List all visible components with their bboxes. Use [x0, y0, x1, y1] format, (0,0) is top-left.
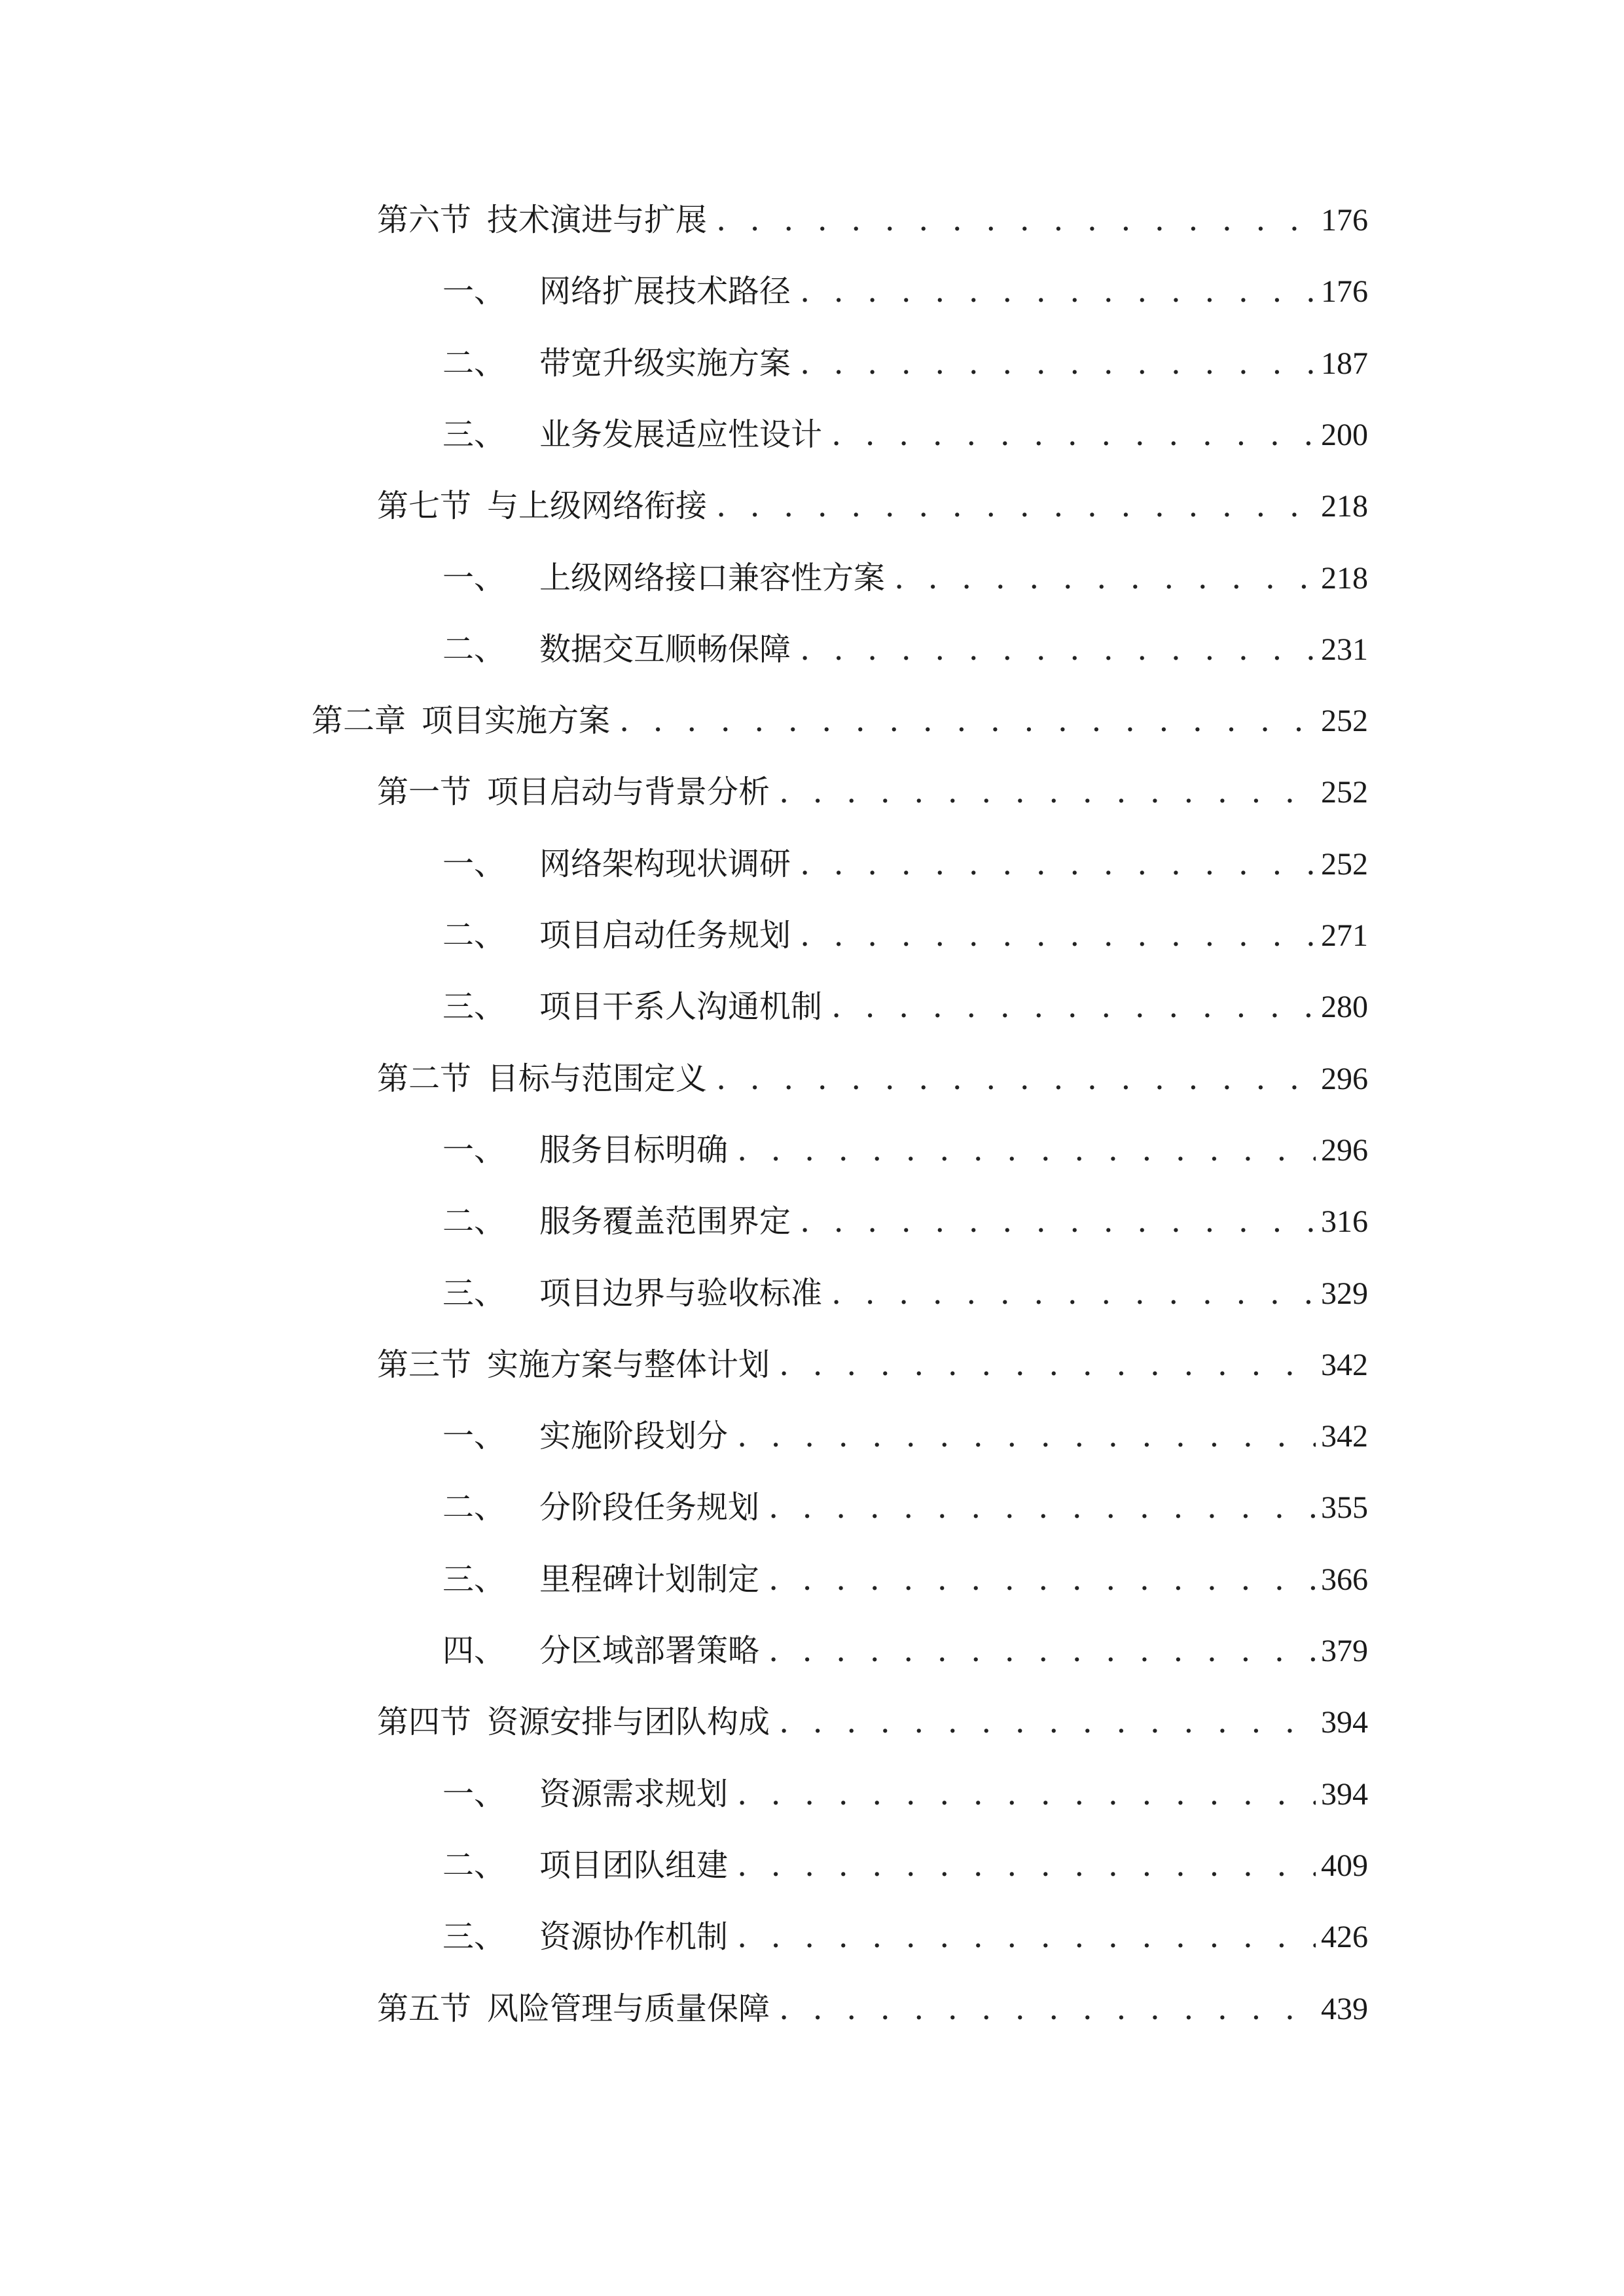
- toc-entry-number: 第一节: [377, 774, 472, 811]
- dot-leader: [822, 1267, 1316, 1319]
- toc-entry-page-number: 355: [1321, 1490, 1368, 1526]
- dot-leader: [770, 1696, 1316, 1748]
- toc-entry-number: 一、: [442, 1418, 506, 1455]
- toc-entry-number: 四、: [442, 1632, 506, 1669]
- toc-entry-page-number: 218: [1321, 489, 1368, 524]
- toc-entry-title: 网络扩展技术路径: [539, 273, 791, 310]
- toc-entry[interactable]: [442, 1481, 1368, 1534]
- dot-leader: [707, 480, 1316, 532]
- toc-entry-page-number: 342: [1321, 1347, 1368, 1382]
- toc-entry[interactable]: [442, 337, 1368, 389]
- toc-entry-page-number: 316: [1321, 1204, 1368, 1240]
- toc-entry-title: 上级网络接口兼容性方案: [539, 559, 886, 596]
- toc-entry[interactable]: [442, 838, 1368, 890]
- dot-leader: [707, 1052, 1316, 1105]
- dot-leader: [822, 980, 1316, 1033]
- toc-entry[interactable]: [442, 1910, 1368, 1963]
- toc-entry-title: 项目团队组建: [539, 1846, 729, 1884]
- toc-entry[interactable]: [377, 1052, 1368, 1105]
- dot-leader: [885, 552, 1316, 604]
- toc-entry-title: 项目边界与验收标准: [539, 1274, 823, 1312]
- toc-entry-page-number: 252: [1321, 846, 1368, 882]
- toc-entry-number: 三、: [442, 416, 506, 453]
- dot-leader: [759, 1553, 1316, 1605]
- dot-leader: [728, 1839, 1316, 1892]
- dot-leader: [791, 909, 1316, 961]
- toc-entry-number: 第三节: [377, 1346, 472, 1383]
- toc-entry-page-number: 280: [1321, 990, 1368, 1025]
- toc-entry[interactable]: [442, 1195, 1368, 1247]
- toc-entry[interactable]: [442, 623, 1368, 675]
- toc-entry-page-number: 187: [1321, 346, 1368, 381]
- toc-entry-number: 三、: [442, 1560, 506, 1598]
- toc-entry[interactable]: [442, 1267, 1368, 1319]
- toc-entry[interactable]: [377, 1982, 1368, 2035]
- toc-entry-title: 项目干系人沟通机制: [539, 988, 823, 1026]
- dot-leader: [610, 694, 1316, 747]
- toc-entry-page-number: 439: [1321, 1991, 1368, 2026]
- toc-entry[interactable]: [442, 265, 1368, 317]
- toc-entry-title: 数据交互顺畅保障: [539, 630, 791, 668]
- toc-entry-title: 与上级网络衔接: [487, 488, 708, 525]
- toc-entry-page-number: 379: [1321, 1634, 1368, 1668]
- toc-entry-number: 一、: [442, 845, 506, 882]
- toc-entry-number: 二、: [442, 917, 506, 954]
- toc-entry[interactable]: [312, 694, 1368, 747]
- toc-entry-page-number: 271: [1321, 918, 1368, 953]
- toc-entry-number: 三、: [442, 1918, 506, 1956]
- toc-entry-number: 一、: [442, 1775, 506, 1812]
- dot-leader: [728, 1410, 1316, 1462]
- toc-entry-number: 第四节: [377, 1704, 472, 1741]
- toc-entry[interactable]: [442, 1839, 1368, 1892]
- toc-entry-number: 二、: [442, 1203, 506, 1240]
- toc-entry-page-number: 218: [1321, 560, 1368, 596]
- dot-leader: [770, 1338, 1316, 1391]
- toc-entry-page-number: 394: [1321, 1776, 1368, 1812]
- toc-entry[interactable]: [442, 1124, 1368, 1176]
- toc-entry-page-number: 252: [1321, 775, 1368, 810]
- toc-entry[interactable]: [377, 194, 1368, 246]
- toc-entry-page-number: 176: [1321, 274, 1368, 310]
- toc-entry[interactable]: [442, 552, 1368, 604]
- toc-entry-page-number: 329: [1321, 1276, 1368, 1311]
- toc-entry-page-number: 409: [1321, 1848, 1368, 1883]
- dot-leader: [822, 408, 1316, 461]
- toc-entry-number: 二、: [442, 630, 506, 668]
- toc-entry-title: 服务覆盖范围界定: [539, 1203, 791, 1240]
- toc-entry-title: 风险管理与质量保障: [487, 1990, 770, 2027]
- toc-entry-number: 第二章: [312, 702, 406, 740]
- toc-entry-title: 项目启动与背景分析: [487, 774, 770, 811]
- toc-entry-title: 实施方案与整体计划: [487, 1346, 770, 1383]
- toc-entry-number: 一、: [442, 273, 506, 310]
- toc-entry[interactable]: [442, 1410, 1368, 1462]
- toc-entry-title: 目标与范围定义: [487, 1060, 708, 1097]
- dot-leader: [791, 1195, 1316, 1247]
- toc-entry[interactable]: [442, 909, 1368, 961]
- dot-leader: [770, 1982, 1316, 2035]
- toc-entry-number: 一、: [442, 559, 506, 596]
- toc-entry-number: 一、: [442, 1131, 506, 1168]
- toc-entry[interactable]: [442, 408, 1368, 461]
- toc-entry-page-number: 296: [1321, 1061, 1368, 1096]
- toc-entry-number: 第六节: [377, 202, 472, 238]
- dot-leader: [770, 766, 1316, 818]
- dot-leader: [728, 1910, 1316, 1963]
- toc-entry-number: 第五节: [377, 1990, 472, 2027]
- dot-leader: [791, 337, 1316, 389]
- toc-entry[interactable]: [442, 1768, 1368, 1820]
- toc-entry-title: 网络架构现状调研: [539, 845, 791, 882]
- toc-entry-page-number: 366: [1321, 1562, 1368, 1597]
- toc-entry-number: 第七节: [377, 488, 472, 525]
- toc-entry-title: 资源需求规划: [539, 1775, 729, 1812]
- toc-entry-number: 三、: [442, 1274, 506, 1312]
- toc-entry-page-number: 231: [1321, 632, 1368, 667]
- toc-entry-title: 项目启动任务规划: [539, 917, 791, 954]
- toc-entry-title: 资源安排与团队构成: [487, 1704, 770, 1741]
- toc-entry-title: 项目实施方案: [422, 702, 611, 740]
- toc-entry-page-number: 342: [1321, 1419, 1368, 1454]
- toc-entry-page-number: 252: [1321, 704, 1368, 739]
- toc-entry-page-number: 296: [1321, 1132, 1368, 1168]
- toc-entry-number: 二、: [442, 1846, 506, 1884]
- toc-entry-title: 分区域部署策略: [539, 1632, 760, 1669]
- toc-entry-title: 业务发展适应性设计: [539, 416, 823, 453]
- dot-leader: [728, 1768, 1316, 1820]
- dot-leader: [707, 194, 1316, 246]
- toc-entry-page-number: 426: [1321, 1920, 1368, 1955]
- toc-entry-number: 二、: [442, 344, 506, 382]
- toc-entry-title: 分阶段任务规划: [539, 1489, 760, 1526]
- toc-entry-page-number: 200: [1321, 417, 1368, 452]
- dot-leader: [759, 1481, 1316, 1534]
- toc-entry-number: 三、: [442, 988, 506, 1026]
- toc-entry[interactable]: [442, 980, 1368, 1033]
- toc-entry[interactable]: [442, 1553, 1368, 1605]
- toc-entry-title: 服务目标明确: [539, 1131, 729, 1168]
- toc-entry[interactable]: [377, 1338, 1368, 1391]
- dot-leader: [759, 1624, 1316, 1677]
- dot-leader: [791, 623, 1316, 675]
- dot-leader: [728, 1124, 1316, 1176]
- toc-entry[interactable]: [377, 766, 1368, 818]
- toc-entry[interactable]: [377, 480, 1368, 532]
- toc-entry-title: 里程碑计划制定: [539, 1560, 760, 1598]
- toc-entry[interactable]: [442, 1624, 1368, 1677]
- toc-entry-page-number: 176: [1321, 203, 1368, 238]
- toc-entry-title: 带宽升级实施方案: [539, 344, 791, 382]
- toc-entry-page-number: 394: [1321, 1705, 1368, 1740]
- toc-entry-title: 技术演进与扩展: [487, 202, 708, 238]
- dot-leader: [791, 265, 1316, 317]
- dot-leader: [791, 838, 1316, 890]
- toc-entry-number: 第二节: [377, 1060, 472, 1097]
- toc-entry-title: 资源协作机制: [539, 1918, 729, 1956]
- toc-entry-title: 实施阶段划分: [539, 1418, 729, 1455]
- toc-entry[interactable]: [377, 1696, 1368, 1748]
- toc-entry-number: 二、: [442, 1489, 506, 1526]
